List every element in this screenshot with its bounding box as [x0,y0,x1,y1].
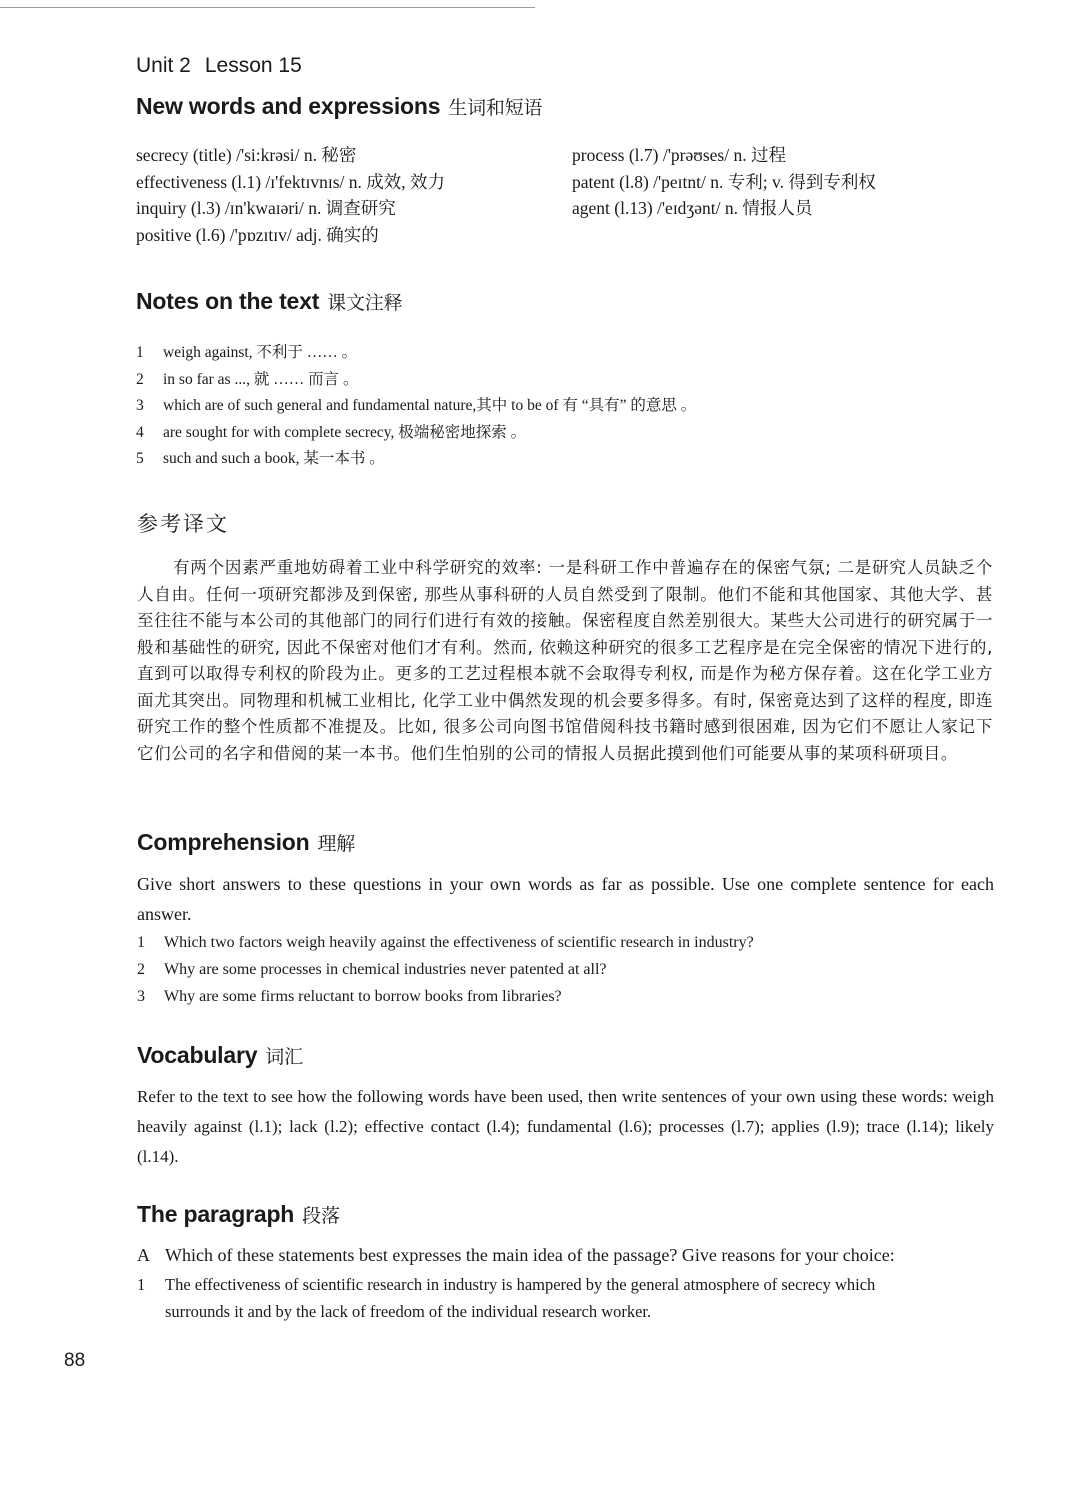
word-entry: secrecy (title) /'si:krəsi/ n. 秘密 [136,145,357,165]
new-words-heading [136,93,542,120]
comprehension-title-cn: 理解 [317,833,356,855]
comprehension-title: Comprehension [137,829,310,855]
question-item: 3 Why are some firms reluctant to borrow books from libraries? [137,988,562,1005]
comprehension-questions [137,929,754,1010]
note-item: 5 such and such a book, 某一本书 。 [136,450,385,467]
lesson-label: Lesson 15 [204,54,302,77]
page-number: 88 [64,1350,86,1371]
unit-label: Unit 2 [136,54,191,77]
question-item: 2 Why are some processes in chemical industries never patented at all? [137,961,607,978]
vocabulary-heading [137,1042,303,1069]
word-entry: agent (l.13) /'eɪdʒənt/ n. 情报人员 [572,198,813,218]
notes-title-cn: 课文注释 [327,292,403,314]
question-item: 1 Which two factors weigh heavily against the effectiveness of scientific research in industry? [137,934,754,951]
comprehension-heading [137,829,355,856]
word-entry: inquiry (l.3) /ɪn'kwaɪəri/ n. 调查研究 [136,198,396,218]
note-item: 3 which are of such general and fundamental nature,其中 to be of 有 “具有” 的意思 。 [136,397,697,414]
word-entry: positive (l.6) /'pɒzɪtɪv/ adj. 确实的 [136,224,379,245]
vocabulary-title: Vocabulary [137,1042,258,1068]
notes-list [136,340,696,473]
new-words-left-column [136,142,445,248]
paragraph-title-cn: 段落 [302,1205,340,1227]
notes-title: Notes on the text [136,288,320,314]
new-words-title: New words and expressions [136,93,441,119]
word-entry: effectiveness (l.1) /ɪ'fektɪvnɪs/ n. 成效, 效力 [136,171,446,192]
reference-translation-text: 有两个因素严重地妨碍着工业中科学研究的效率: 一是科研工作中普遍存在的保密气氛; 二是研究人员缺乏个人自由。任何一项研究都涉及到保密, 那些从事科研的人员自然受到了限制。他们不能和其他国家、其他大学、甚至往往不能与本公司的其他部门的同行们进行有效的接触。保密程度自然差别很大。某些大公司进行的研究属于一般和基础性的研究, 因此不保密对他们才有利。然而, 依赖这种研究的很多工艺程序是在完全保密的情况下进行的, 直到可以取得专利权的阶段为止。更多的工艺过程根本就不会取得专利权, 而是作为秘方保存着。这在化学工业方面尤其突出。同物理和机械工业相比, 化学工业中偶然发现的机会要多得多。有时, 保密竟达到了这样的程度, 即连研究工作的整个性质都不准提及。比如, 很多公司向图书馆借阅科技书籍时感到很困难, 因为它们不愿让人家记下它们公司的名字和借阅的某一本书。他们生怕别的公司的情报人员据此摸到他们可能要从事的某项科研项目。 [137,558,993,763]
word-entry: process (l.7) /'prəʊses/ n. 过程 [572,145,786,165]
vocabulary-text: Refer to the text to see how the following words have been used, then write sentences of your own using these words: weigh heavily against (l.1); lack (l.2); effective contact (l.4); fundamental (l.6); processes (l.7); applies (l.9); trace (l.14); likely (l.14). [137,1087,994,1166]
new-words-right-column [572,142,876,222]
paragraph-heading [137,1201,340,1228]
paragraph-question: A Which of these statements best expresses the main idea of the passage? Give reasons for your choice: [137,1245,895,1265]
notes-heading [136,288,402,315]
top-rule [0,7,535,8]
vocabulary-title-cn: 词汇 [265,1046,303,1068]
note-item: 2 in so far as ..., 就 …… 而言 。 [136,370,359,388]
word-entry: patent (l.8) /'peɪtnt/ n. 专利; v. 得到专利权 [572,171,876,192]
unit-lesson-header [136,54,302,78]
new-words-title-cn: 生词和短语 [448,97,543,119]
note-item: 4 are sought for with complete secrecy, 极端秘密地探索 。 [136,423,527,441]
paragraph-option: 1 The effectiveness of scientific research in industry is hampered by the general atmosphere of secrecy which surrounds it and by the lack of freedom of the individual research worker. [137,1275,876,1321]
note-item: 1 weigh against, 不利于 …… 。 [136,344,358,361]
reference-translation-title: 参考译文 [137,512,229,536]
comprehension-instruction: Give short answers to these questions in your own words as far as possible. Use one complete sentence for each answer. [137,874,994,924]
paragraph-title: The paragraph [137,1201,295,1227]
